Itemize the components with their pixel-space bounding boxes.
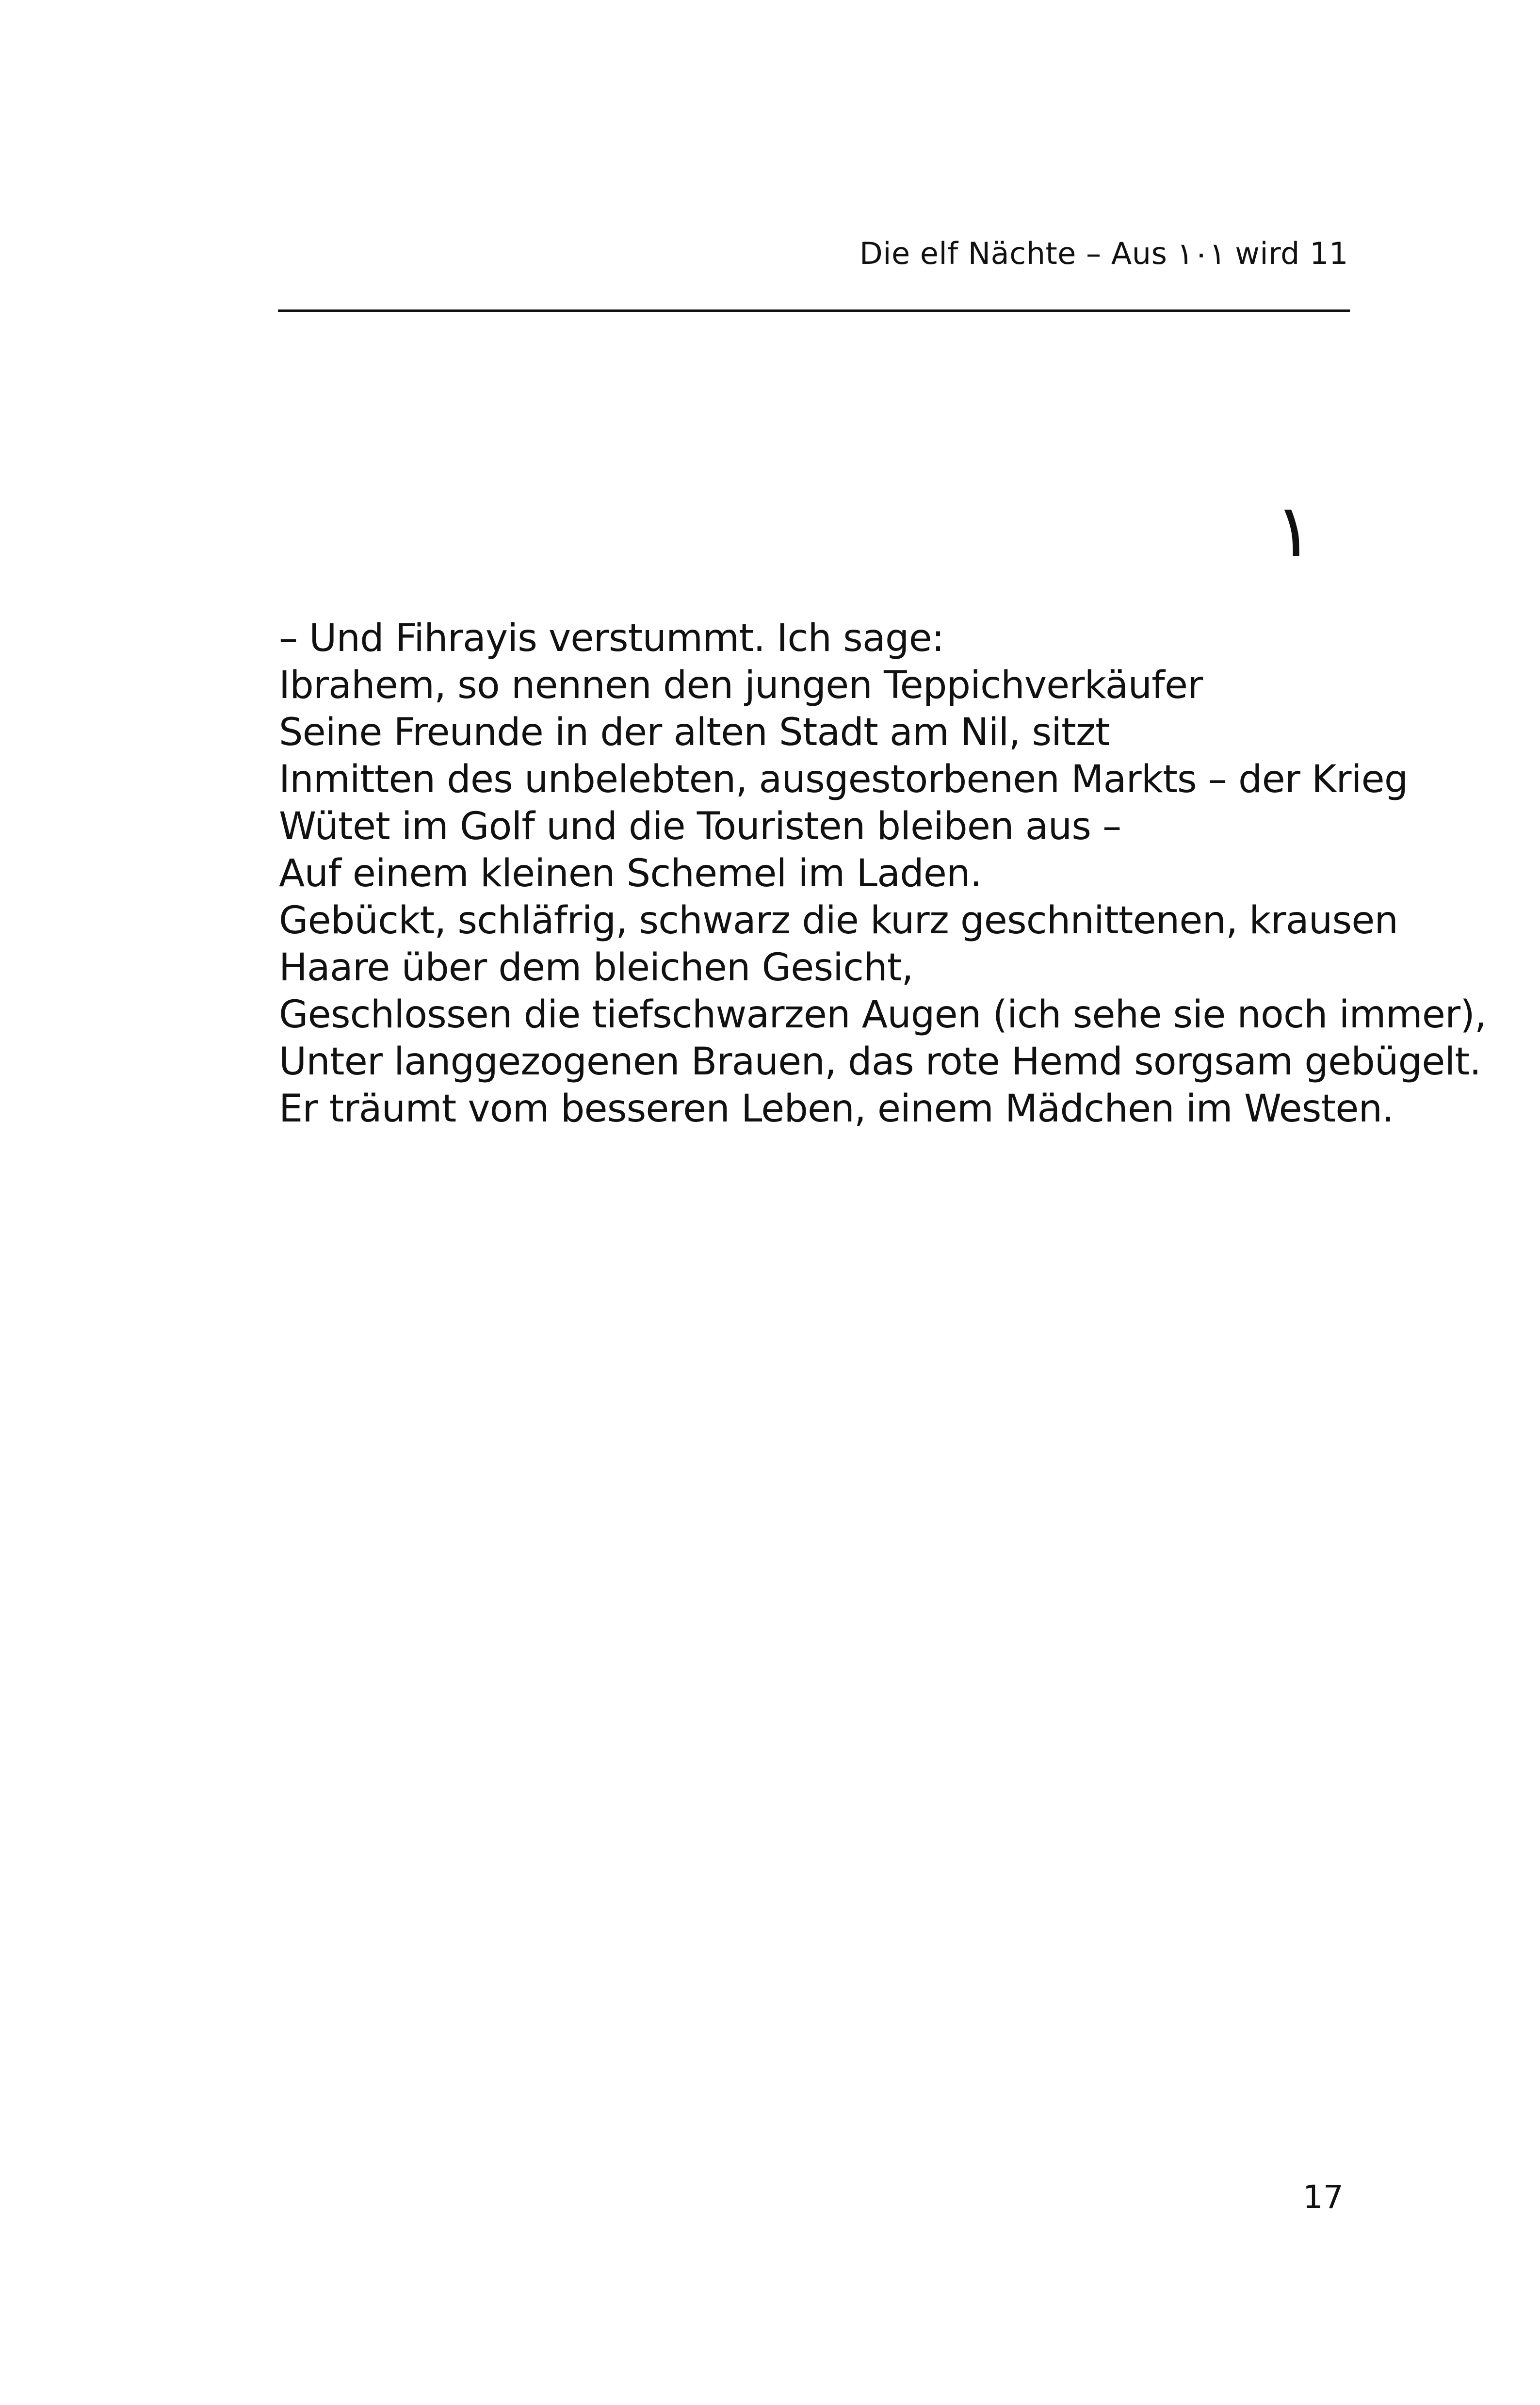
poem-line: Unter langgezogenen Brauen, das rote Hemd sorgsam gebügelt.	[279, 1040, 1481, 1084]
poem-line: Auf einem kleinen Schemel im Laden.	[279, 852, 982, 895]
running-head: Die elf Nächte – Aus ١٠١ wird 11	[859, 236, 1348, 271]
section-number: ١	[1274, 489, 1313, 573]
poem-line: Er träumt vom besseren Leben, einem Mädchen im Westen.	[279, 1087, 1394, 1131]
header-rule	[278, 309, 1350, 312]
page-number: 17	[1303, 2178, 1344, 2216]
poem-line: Inmitten des unbelebten, ausgestorbenen Markts – der Krieg	[279, 758, 1408, 801]
poem-line: Haare über dem bleichen Gesicht,	[279, 946, 913, 990]
poem-line: Wütet im Golf und die Touristen bleiben aus –	[279, 805, 1121, 848]
poem-line: Seine Freunde in der alten Stadt am Nil, sitzt	[279, 711, 1110, 754]
poem-line: Gebückt, schläfrig, schwarz die kurz geschnittenen, krausen	[279, 899, 1398, 942]
poem-line: – Und Fihrayis verstummt. Ich sage:	[279, 617, 944, 660]
poem-line: Ibrahem, so nennen den jungen Teppichverkäufer	[279, 664, 1203, 707]
poem	[279, 615, 1486, 1133]
poem-line: Geschlossen die tiefschwarzen Augen (ich sehe sie noch immer),	[279, 993, 1486, 1037]
